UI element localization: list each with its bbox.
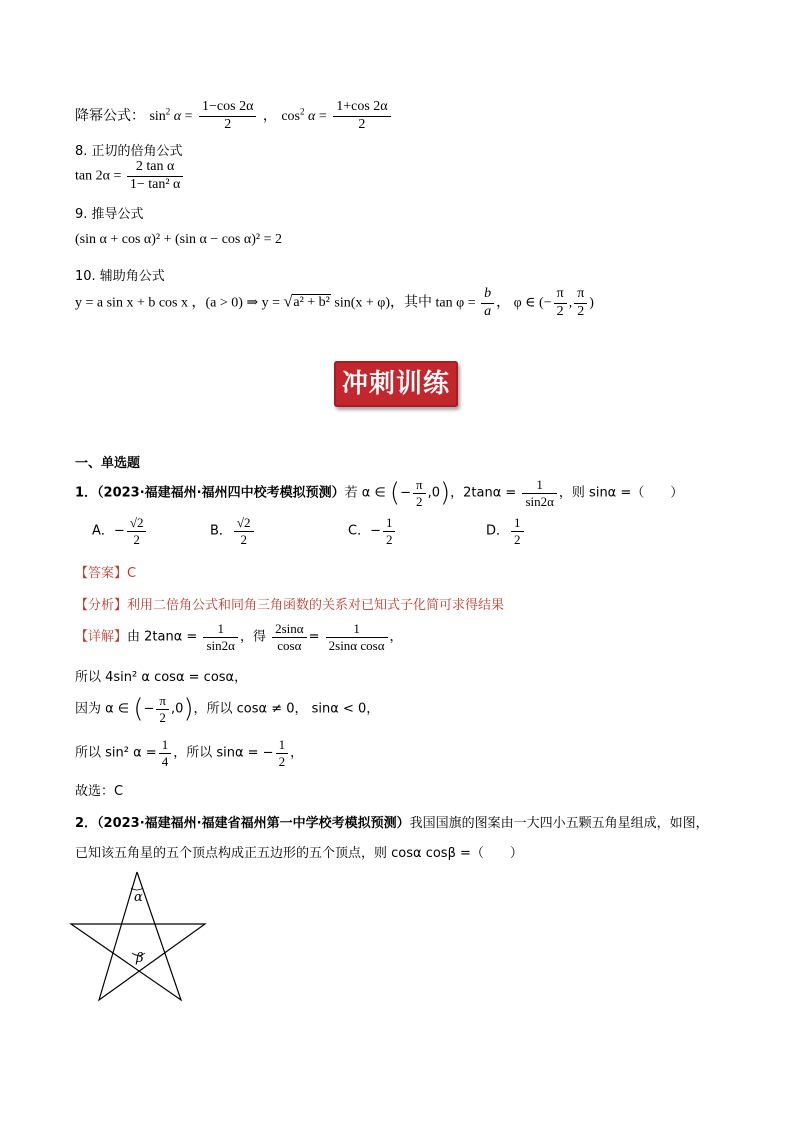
separator: ，: [262, 108, 277, 125]
item10-title: 10. 辅助角公式: [75, 269, 165, 284]
detail-line-4: 所以 sin² α = $\frac{1}{4}$ ，所以 sinα = − $\frac{1}{2}$ ，: [75, 737, 304, 769]
question-2-stem-line-2: 已知该五角星的五个顶点构成正五边形的五个顶点，则 cosα cosβ =（ ）: [75, 846, 523, 861]
beta-label: β: [136, 951, 144, 966]
item8-title: 8. 正切的倍角公式: [75, 144, 183, 159]
question-1-stem: 1．（2023·福建福州·福州四中校考模拟预测）若 α ∈ (− $\frac{\pi}{2}$ ,0)，2tanα = $\frac{1}{\sin 2\alpha}$ ，则 sinα =（ ）: [75, 477, 684, 509]
power-reduction-label: 降幂公式：: [75, 108, 145, 125]
sin-reduction-fraction: $\frac{1-\cos 2\alpha}{2}$: [199, 100, 256, 132]
section-title: 一、单选题: [75, 456, 141, 471]
analysis-line: 【分析】利用二倍角公式和同角三角函数的关系对已知式子化简可求得结果: [75, 598, 505, 613]
option-c[interactable]: C．− $\frac{1}{2}$: [348, 516, 397, 546]
banner-title: 冲刺训练: [341, 369, 450, 399]
tan-double-angle-formula: tan 2α = $\frac{\text{2 tan α}}{\text{1− tan² α}}$: [75, 160, 185, 192]
alpha-label: α: [134, 890, 143, 905]
option-d[interactable]: D． $\frac{1}{2}$: [486, 516, 526, 546]
detail-line-2: 所以 4sin² α cosα = cosα，: [75, 670, 248, 685]
pentagram-figure: [68, 868, 210, 1008]
item9-title: 9. 推导公式: [75, 207, 144, 222]
detail-line-1: 【详解】由 2tanα = $\frac{1}{\sin 2\alpha}$ ，得 $\frac{2\sin\alpha}{\cos\alpha}$ = $\frac{1}{\text{2sinα cosα}}$ ，: [75, 621, 403, 653]
question-2-stem-line-1: 2．（2023·福建福州·福建省福州第一中学校考模拟预测）我国国旗的图案由一大四小五颗五角星组成，如图，: [75, 816, 709, 831]
option-b[interactable]: B． $\frac{√2}{2}$: [210, 516, 256, 546]
answer-line: 【答案】C: [75, 566, 137, 581]
option-a[interactable]: A．− $\frac{√2}{2}$: [92, 516, 148, 546]
sin-squared: $\sin^2 \alpha$ =: [149, 106, 193, 125]
derived-formula: (sin α + cos α)² + (sin α − cos α)² = 2: [75, 232, 282, 247]
cos-squared: $\cos^2 \alpha$ =: [281, 106, 327, 125]
conclusion: 故选：C: [75, 784, 124, 799]
auxiliary-angle-formula: y = a sin x + b cos x ，(a > 0) ⇒ y = √a² + b² sin(x + φ)，其中 tan φ = $\frac{b}{a}$ ， φ ∈ (− $\frac{\pi}{2}$ , $\frac{\pi}{2}$ ): [75, 286, 594, 319]
detail-line-3: 因为 α ∈ (− $\frac{\pi}{2}$ ,0)，所以 cosα ≠ 0， sinα < 0，: [75, 693, 380, 725]
cos-reduction-fraction: $\frac{1+\cos 2\alpha}{2}$: [333, 100, 390, 132]
power-reduction-formula: [75, 100, 393, 132]
sprint-training-banner: [334, 361, 458, 407]
